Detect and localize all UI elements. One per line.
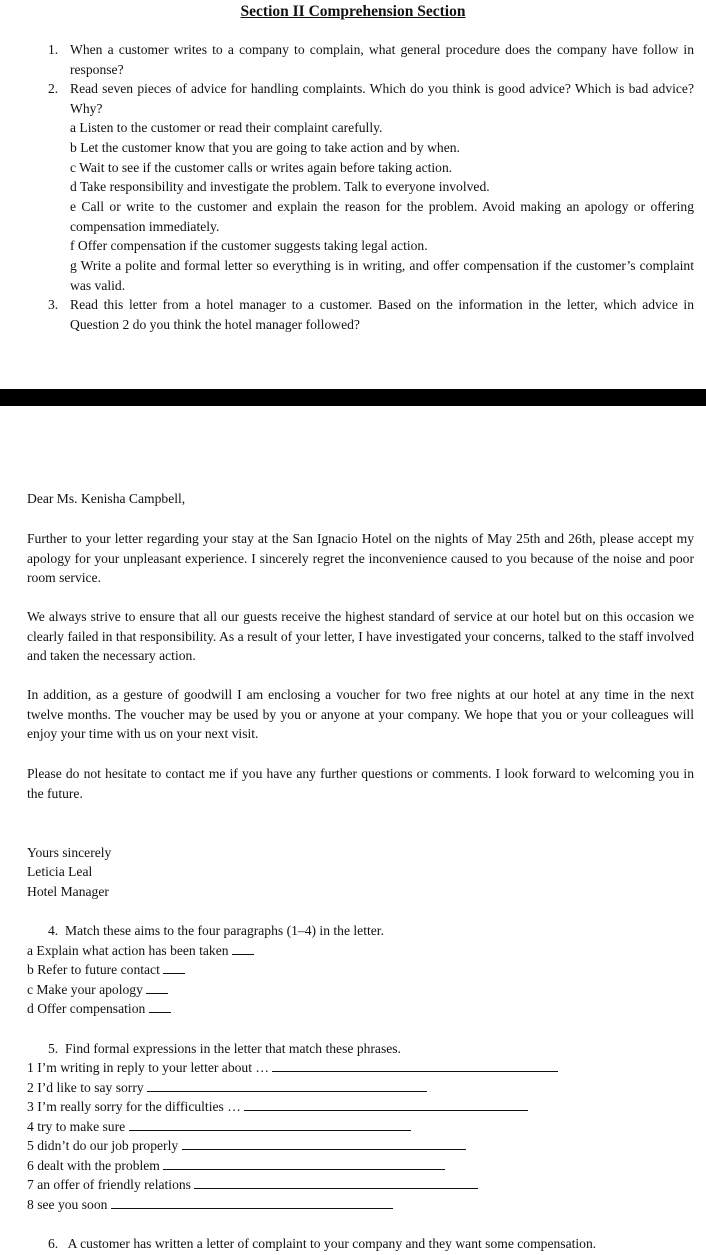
phrase-item-8 xyxy=(27,1195,393,1215)
phrase-text: 3 I’m really sorry for the difficulties … xyxy=(27,1099,241,1114)
question-number: 4. xyxy=(48,923,59,938)
question-4 xyxy=(48,921,384,941)
advice-item-d: d Take responsibility and investigate the problem. Talk to everyone involved. xyxy=(70,179,490,194)
question-number: 1. xyxy=(48,42,59,57)
question-1 xyxy=(48,40,694,79)
phrase-item-2 xyxy=(27,1078,427,1098)
answer-blank[interactable] xyxy=(163,1156,445,1170)
letter-paragraph-4: Please do not hesitate to contact me if you have any further questions or comments. I look forward to welcoming you in the future. xyxy=(27,766,694,801)
question-text: Read this letter from a hotel manager to a customer. Based on the information in the letter, which advice in Question 2 do you think the hotel manager followed? xyxy=(70,297,694,332)
question-5 xyxy=(48,1039,401,1059)
answer-blank[interactable] xyxy=(111,1195,393,1209)
advice-item-c: c Wait to see if the customer calls or writes again before taking action. xyxy=(70,160,453,175)
answer-blank[interactable] xyxy=(272,1058,558,1072)
phrase-item-3 xyxy=(27,1097,528,1117)
question-text: Match these aims to the four paragraphs (1–4) in the letter. xyxy=(65,923,384,938)
aim-item-a xyxy=(27,941,254,961)
answer-blank[interactable] xyxy=(182,1136,466,1150)
advice-item-f: f Offer compensation if the customer suggests taking legal action. xyxy=(70,238,428,253)
question-number: 6. xyxy=(48,1236,59,1251)
answer-blank[interactable] xyxy=(244,1097,528,1111)
answer-blank[interactable] xyxy=(129,1117,411,1131)
phrase-item-4 xyxy=(27,1117,411,1137)
aim-text: d Offer compensation xyxy=(27,1001,146,1016)
aim-text: c Make your apology xyxy=(27,982,143,997)
letter-signer-name: Leticia Leal xyxy=(27,864,93,879)
phrase-item-5 xyxy=(27,1136,466,1156)
phrase-text: 8 see you soon xyxy=(27,1197,108,1212)
letter-paragraph-3: In addition, as a gesture of goodwill I am enclosing a voucher for two free nights at our hotel at any time in the next twelve months. The voucher may be used by you or anyone at your company. We hope that you or your colleagues will enjoy your time with us on your next visit. xyxy=(27,687,694,742)
section-title: Section II Comprehension Section xyxy=(240,3,466,20)
phrase-text: 6 dealt with the problem xyxy=(27,1158,160,1173)
page-divider xyxy=(0,389,706,406)
answer-blank[interactable] xyxy=(149,999,171,1013)
letter-closing: Yours sincerely xyxy=(27,845,112,860)
phrase-item-6 xyxy=(27,1156,445,1176)
letter-paragraph-2: We always strive to ensure that all our guests receive the highest standard of service at our hotel but on this occasion we clearly failed in that responsibility. As a result of your letter, I have investigated your concerns, talked to the staff involved and taken the necessary action. xyxy=(27,609,694,664)
advice-item-e: e Call or write to the customer and explain the reason for the problem. Avoid making an apology or offering compensation immediately. xyxy=(70,199,694,234)
question-text: Read seven pieces of advice for handling complaints. Which do you think is good advice? Which is bad advice? Why? xyxy=(70,81,694,116)
phrase-text: 5 didn’t do our job properly xyxy=(27,1138,179,1153)
question-text: Find formal expressions in the letter that match these phrases. xyxy=(65,1041,401,1056)
aim-text: a Explain what action has been taken xyxy=(27,943,229,958)
phrase-text: 7 an offer of friendly relations xyxy=(27,1177,191,1192)
question-text: A customer has written a letter of complaint to your company and they want some compensation. xyxy=(67,1236,597,1251)
letter-paragraph-1: Further to your letter regarding your stay at the San Ignacio Hotel on the nights of May 25th and 26th, please accept my apology for your unpleasant experience. I sincerely regret the inconvenience caused to you because of the noise and poor room service. xyxy=(27,531,694,586)
phrase-text: 1 I’m writing in reply to your letter about … xyxy=(27,1060,269,1075)
aim-item-d xyxy=(27,999,171,1019)
question-6 xyxy=(48,1234,694,1254)
aim-item-b xyxy=(27,960,185,980)
question-2 xyxy=(48,79,694,118)
answer-blank[interactable] xyxy=(194,1175,478,1189)
phrase-item-1 xyxy=(27,1058,558,1078)
advice-item-b: b Let the customer know that you are going to take action and by when. xyxy=(70,140,460,155)
phrase-text: 2 I’d like to say sorry xyxy=(27,1080,144,1095)
question-3 xyxy=(48,295,694,334)
advice-item-a: a Listen to the customer or read their complaint carefully. xyxy=(70,120,383,135)
phrase-item-7 xyxy=(27,1175,478,1195)
aim-text: b Refer to future contact xyxy=(27,962,160,977)
aim-item-c xyxy=(27,980,168,1000)
letter-signer-title: Hotel Manager xyxy=(27,884,109,899)
answer-blank[interactable] xyxy=(146,980,168,994)
question-number: 5. xyxy=(48,1041,59,1056)
letter-salutation: Dear Ms. Kenisha Campbell, xyxy=(27,491,186,506)
advice-item-g: g Write a polite and formal letter so everything is in writing, and offer compensation if the customer’s complaint was valid. xyxy=(70,258,694,293)
answer-blank[interactable] xyxy=(232,941,254,955)
phrase-text: 4 try to make sure xyxy=(27,1119,126,1134)
answer-blank[interactable] xyxy=(163,960,185,974)
question-number: 2. xyxy=(48,81,59,96)
answer-blank[interactable] xyxy=(147,1078,427,1092)
question-number: 3. xyxy=(48,297,59,312)
question-text: When a customer writes to a company to complain, what general procedure does the company have follow in response? xyxy=(70,42,694,77)
